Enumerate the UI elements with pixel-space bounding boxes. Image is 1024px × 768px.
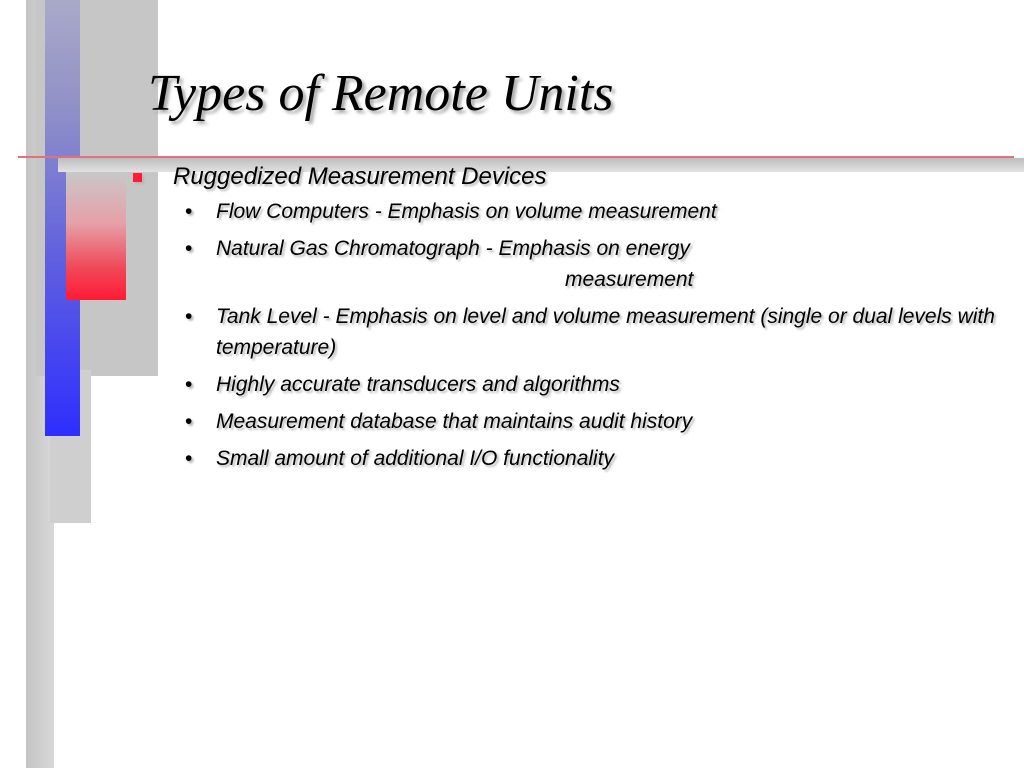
bullet-continuation-text: measurement bbox=[565, 268, 694, 291]
list-item bbox=[130, 233, 1010, 295]
slide-body bbox=[130, 160, 1010, 480]
title-rule bbox=[18, 156, 1014, 158]
bullet-list bbox=[130, 196, 1010, 474]
square-bullet-icon bbox=[133, 173, 142, 182]
slide-title: Types of Remote Units bbox=[148, 65, 614, 122]
bullet-text: Highly accurate transducers and algorithms bbox=[216, 373, 620, 396]
bullet-text: Natural Gas Chromatograph - Emphasis on energy bbox=[216, 237, 690, 260]
list-item bbox=[130, 406, 1010, 437]
list-item bbox=[130, 369, 1010, 400]
heading-text: Ruggedized Measurement Devices bbox=[173, 163, 547, 190]
bullet-text: Tank Level - Emphasis on level and volume measurement (single or dual levels with temperature) bbox=[216, 305, 995, 359]
list-item bbox=[130, 196, 1010, 227]
bullet-dot-icon: • bbox=[185, 410, 193, 433]
bullet-dot-icon: • bbox=[185, 447, 193, 470]
heading-item bbox=[130, 160, 1010, 194]
bullet-dot-icon: • bbox=[185, 237, 193, 260]
bullet-text: Measurement database that maintains audit history bbox=[216, 410, 693, 433]
bullet-dot-icon: • bbox=[185, 373, 193, 396]
list-item bbox=[130, 443, 1010, 474]
bullet-text: Small amount of additional I/O functionality bbox=[216, 447, 615, 470]
bullet-dot-icon: • bbox=[185, 200, 193, 223]
list-item bbox=[130, 301, 1010, 363]
bullet-text: Flow Computers - Emphasis on volume measurement bbox=[216, 200, 717, 223]
bullet-dot-icon: • bbox=[185, 305, 193, 328]
decor-red-bar bbox=[66, 172, 126, 300]
